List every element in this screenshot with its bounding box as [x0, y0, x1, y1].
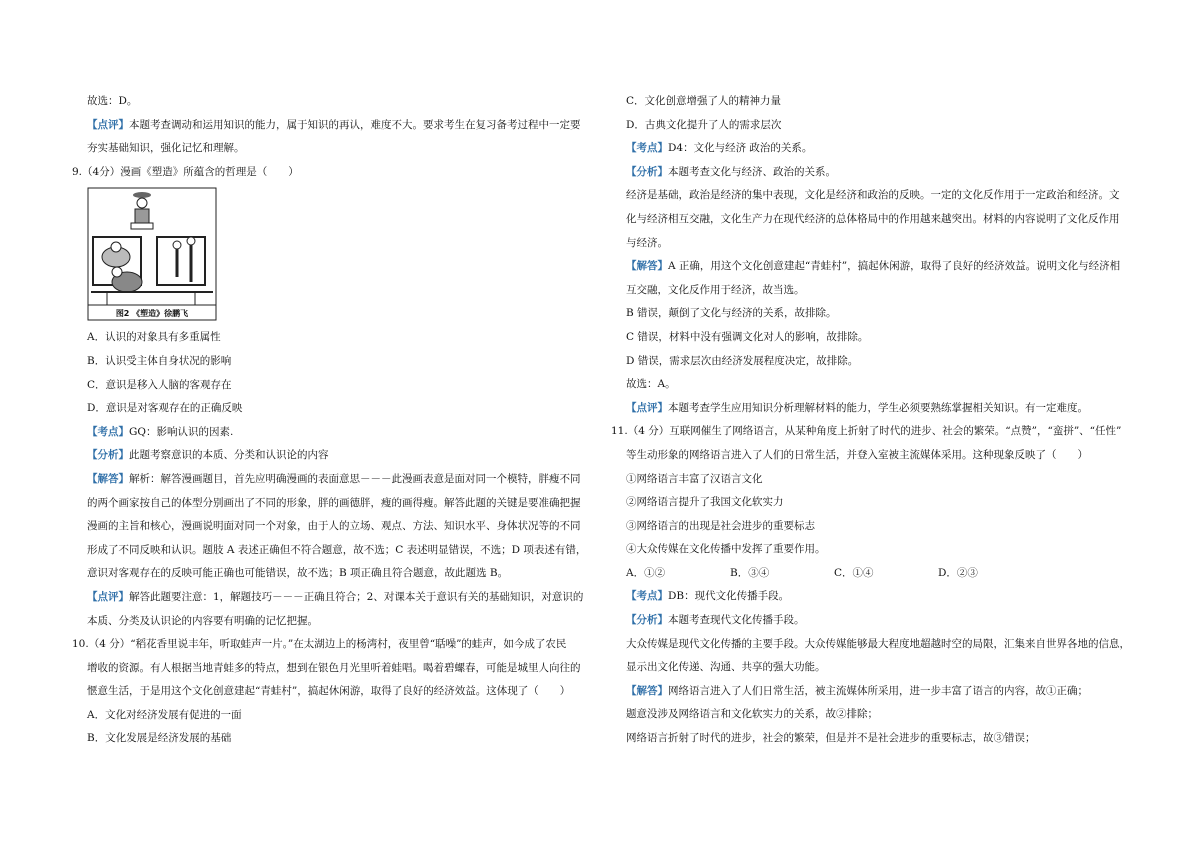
cartoon-image	[87, 187, 217, 321]
dianping-line: 【点评】解答此题要注意：1，解题技巧－－－正确且符合；2、对课本关于意识有关的基础知识，对意识的	[87, 590, 584, 603]
jieda-line: 【解答】网络语言进入了人们日常生活，被主流媒体所采用，进一步丰富了语言的内容，故①正确；	[626, 684, 1088, 697]
analysis-line: 化与经济相互交融，文化生产力在现代经济的总体格局中的作用越来越突出。材料的内容说明了文化反作用	[626, 212, 1120, 225]
jieda-line: 【解答】A 正确，用这个文化创意建起“青蛙村”，搞起休闲游，取得了良好的经济效益。说明文化与经济相	[626, 260, 1121, 273]
answer-line: 故选：A。	[626, 378, 676, 391]
fenxi-tag: 【分析】	[626, 165, 668, 178]
options-row	[611, 562, 1131, 586]
option-c: C．①④	[834, 566, 874, 579]
kaodian-tag: 【考点】	[626, 142, 668, 155]
kaodian-line: 【考点】DB：现代文化传播手段。	[626, 590, 790, 603]
option-c: C．意识是移入人脑的客观存在	[87, 378, 232, 391]
dianping-line: 【点评】本题考查学生应用知识分析理解材料的能力，学生必须要熟练掌握相关知识。有一定难度。	[626, 401, 1088, 414]
dianping-tag: 【点评】	[87, 590, 129, 603]
jieda-line: 网络语言折射了时代的进步，社会的繁荣，但是并不是社会进步的重要标志，故③错误；	[626, 732, 1036, 745]
analysis-line: 经济是基础，政治是经济的集中表现，文化是经济和政治的反映。一定的文化反作用于一定政治和经济。文	[626, 189, 1120, 202]
question-11-stem: 11.（4 分）互联网催生了网络语言，从某种角度上折射了时代的进步、社会的繁荣。“点赞”，“蛮拼”、“任性”	[611, 425, 1122, 438]
fenxi-line: 【分析】本题考查现代文化传播手段。	[626, 614, 805, 627]
fenxi-line: 【分析】此题考察意识的本质、分类和认识论的内容	[87, 449, 329, 462]
kaodian-line: 【考点】D4：文化与经济 政治的关系。	[626, 142, 813, 155]
option-d: D．古典文化提升了人的需求层次	[626, 118, 782, 131]
question-10-stem: 惬意生活，于是用这个文化创意建起“青蛙村”，搞起休闲游，取得了良好的经济效益。这体现了（ ）	[87, 685, 571, 698]
jieda-line: D 错误，需求层次由经济发展程度决定，故排除。	[626, 354, 859, 367]
analysis-line: 显示出文化传递、沟通、共享的强大功能。	[626, 661, 826, 674]
question-10-stem: 增收的资源。有人根据当地青蛙多的特点，想到在银色月光里听着蛙唱。喝着碧螺春，可能是城里人向往的	[87, 661, 581, 674]
analysis-line: 与经济。	[626, 236, 668, 249]
statement-4: ④大众传媒在文化传播中发挥了重要作用。	[626, 543, 826, 556]
question-10-stem: 10.（4 分）“稻花香里说丰年，听取蛙声一片。”在太湖边上的杨湾村，夜里曾“聒噪”的蛙声，如今成了农民	[72, 638, 567, 651]
jieda-line: C 错误，材料中没有强调文化对人的影响，故排除。	[626, 330, 869, 343]
left-column	[72, 90, 592, 751]
fenxi-tag: 【分析】	[87, 449, 129, 462]
jieda-tag: 【解答】	[87, 472, 129, 485]
jieda-line: 漫画的主旨和核心，漫画说明面对同一个对象，由于人的立场、观点、方法、知识水平、身体状况等的不同	[87, 520, 581, 533]
option-b: B．③④	[730, 566, 770, 579]
jieda-line: 形成了不同反映和认识。题肢 A 表述正确但不符合题意，故不选；C 表述明显错误，不选；D 项表述有错，	[87, 543, 587, 556]
jieda-line: 题意没涉及网络语言和文化软实力的关系，故②排除；	[626, 708, 878, 721]
comment-tag: 【点评】	[87, 118, 129, 131]
answer-line: 故选：D。	[87, 95, 138, 107]
jieda-tag: 【解答】	[626, 684, 668, 697]
statement-3: ③网络语言的出现是社会进步的重要标志	[626, 519, 815, 532]
kaodian-tag: 【考点】	[87, 425, 129, 438]
analysis-line: 大众传媒是现代文化传播的主要手段。大众传媒能够最大程度地超越时空的局限，汇集来自世界各地的信息，	[626, 637, 1130, 650]
option-d: D．②③	[938, 566, 978, 579]
jieda-line: 意识对客观存在的反映可能正确也可能错误，故不选；B 项正确且符合题意，故此题选 B。	[87, 567, 509, 580]
comment-line-cont: 夯实基础知识，强化记忆和理解。	[87, 142, 245, 155]
question-11-stem: 等生动形象的网络语言进入了人们的日常生活，并登入室被主流媒体采用。这种现象反映了（ ）	[626, 448, 1088, 461]
cartoon-caption: 图2 《塑造》徐鹏飞	[115, 309, 189, 319]
option-c: C．文化创意增强了人的精神力量	[626, 95, 782, 107]
option-a: A．文化对经济发展有促进的一面	[87, 708, 242, 721]
jieda-line: B 错误，颠倒了文化与经济的关系，故排除。	[626, 307, 837, 320]
option-a: A．认识的对象具有多重属性	[87, 331, 221, 344]
jieda-line: 互交融，文化反作用于经济，故当选。	[626, 283, 805, 296]
fenxi-line: 【分析】本题考查文化与经济、政治的关系。	[626, 165, 836, 178]
option-d: D．意识是对客观存在的正确反映	[87, 402, 243, 415]
option-b: B．认识受主体自身状况的影响	[87, 354, 232, 367]
jieda-line: 【解答】解析：解答漫画题目，首先应明确漫画的表面意思－－－此漫画表意是面对同一个模特，胖瘦不同	[87, 472, 581, 485]
fenxi-tag: 【分析】	[626, 614, 668, 627]
option-a: A．①②	[626, 566, 666, 579]
statement-2: ②网络语言提升了我国文化软实力	[626, 496, 784, 509]
dianping-line: 本质、分类及认识论的内容要有明确的记忆把握。	[87, 614, 318, 627]
right-column	[611, 90, 1131, 751]
kaodian-tag: 【考点】	[626, 590, 668, 603]
option-b: B．文化发展是经济发展的基础	[87, 732, 232, 745]
statement-1: ①网络语言丰富了汉语言文化	[626, 472, 763, 485]
jieda-line: 的两个画家按自己的体型分别画出了不同的形象，胖的画德胖，瘦的画得瘦。解答此题的关键是要准确把握	[87, 496, 581, 509]
jieda-tag: 【解答】	[626, 260, 668, 273]
kaodian-line: 【考点】GQ：影响认识的因素.	[87, 425, 234, 438]
comment-line: 【点评】本题考查调动和运用知识的能力，属于知识的再认，难度不大。要求考生在复习备考过程中一定要	[87, 118, 581, 131]
dianping-tag: 【点评】	[626, 401, 668, 414]
question-9-stem: 9.（4分）漫画《塑造》所蕴含的哲理是（ ）	[72, 165, 299, 178]
